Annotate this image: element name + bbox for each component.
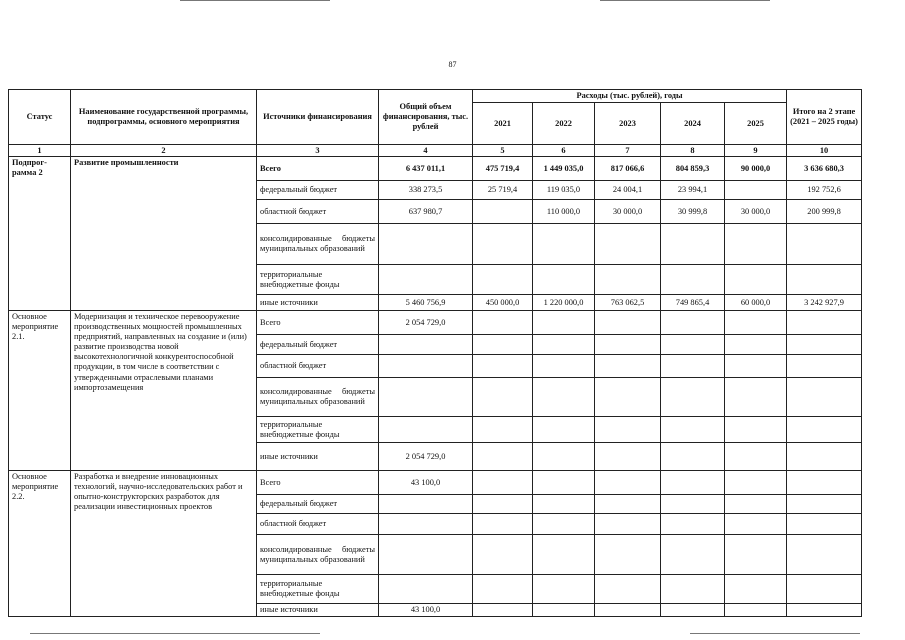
year-value-cell — [473, 535, 533, 575]
year-value-cell — [473, 604, 533, 617]
total-cell: 6 437 011,1 — [379, 157, 473, 181]
header-expenses: Расходы (тыс. рублей), годы — [473, 90, 787, 103]
year-value-cell — [473, 471, 533, 495]
stage-total-cell — [787, 311, 862, 335]
column-number: 10 — [787, 145, 862, 157]
source-cell: консолидированные бюджеты муниципальных образований — [257, 535, 379, 575]
year-value-cell — [595, 575, 661, 604]
year-value-cell — [725, 224, 787, 265]
stage-total-cell — [787, 575, 862, 604]
total-cell — [379, 495, 473, 514]
year-value-cell — [533, 265, 595, 295]
year-value-cell — [661, 443, 725, 471]
program-name-cell: Разработка и внедрение инновационных технологий, научно-исследовательских работ и опытно-конструкторских разработок для реализации инвестиционных проектов — [71, 471, 257, 617]
year-value-cell — [661, 355, 725, 378]
source-cell: областной бюджет — [257, 355, 379, 378]
total-cell — [379, 224, 473, 265]
year-value-cell — [473, 224, 533, 265]
year-value-cell — [595, 471, 661, 495]
financing-table — [8, 89, 862, 617]
year-value-cell — [725, 495, 787, 514]
stage-total-cell — [787, 535, 862, 575]
year-value-cell — [533, 495, 595, 514]
year-value-cell — [725, 181, 787, 200]
table-row — [9, 157, 862, 181]
total-cell: 338 273,5 — [379, 181, 473, 200]
source-cell: Всего — [257, 471, 379, 495]
source-cell: Всего — [257, 311, 379, 335]
total-cell — [379, 575, 473, 604]
year-value-cell — [473, 514, 533, 535]
column-number: 1 — [9, 145, 71, 157]
year-value-cell — [533, 311, 595, 335]
status-cell: Основное мероприятие 2.2. — [9, 471, 71, 617]
year-value-cell — [473, 575, 533, 604]
year-value-cell — [473, 495, 533, 514]
source-cell: иные источники — [257, 604, 379, 617]
year-value-cell — [725, 417, 787, 443]
year-value-cell — [661, 604, 725, 617]
year-value-cell — [473, 311, 533, 335]
scan-edge-bottom-left — [30, 633, 320, 634]
year-value-cell — [473, 335, 533, 355]
year-value-cell — [595, 495, 661, 514]
source-cell: федеральный бюджет — [257, 181, 379, 200]
total-cell: 637 980,7 — [379, 200, 473, 224]
year-value-cell — [661, 265, 725, 295]
stage-total-cell: 192 752,6 — [787, 181, 862, 200]
source-cell: федеральный бюджет — [257, 495, 379, 514]
year-value-cell — [595, 443, 661, 471]
year-value-cell — [661, 417, 725, 443]
source-cell: областной бюджет — [257, 514, 379, 535]
year-value-cell — [533, 224, 595, 265]
year-value-cell: 24 004,1 — [595, 181, 661, 200]
stage-total-cell: 200 999,8 — [787, 200, 862, 224]
year-value-cell — [661, 311, 725, 335]
total-cell — [379, 355, 473, 378]
total-cell — [379, 417, 473, 443]
stage-total-cell — [787, 265, 862, 295]
header-stage-total: Итого на 2 этапе (2021 – 2025 годы) — [787, 90, 862, 145]
source-cell: Всего — [257, 157, 379, 181]
year-value-cell — [661, 335, 725, 355]
source-cell: консолидированные бюджеты муниципальных образований — [257, 224, 379, 265]
year-value-cell — [661, 535, 725, 575]
year-value-cell — [661, 471, 725, 495]
source-cell: территориальные внебюджетные фонды — [257, 265, 379, 295]
year-value-cell: 1 220 000,0 — [533, 295, 595, 311]
column-number: 6 — [533, 145, 595, 157]
column-number: 2 — [71, 145, 257, 157]
stage-total-cell — [787, 335, 862, 355]
year-value-cell — [661, 224, 725, 265]
total-cell — [379, 514, 473, 535]
column-number: 8 — [661, 145, 725, 157]
header-year: 2024 — [661, 103, 725, 145]
source-cell: федеральный бюджет — [257, 335, 379, 355]
year-value-cell — [661, 575, 725, 604]
total-cell: 43 100,0 — [379, 471, 473, 495]
header-sources: Источники финансирования — [257, 90, 379, 145]
year-value-cell: 1 449 035,0 — [533, 157, 595, 181]
year-value-cell — [661, 378, 725, 417]
column-number: 4 — [379, 145, 473, 157]
year-value-cell — [595, 378, 661, 417]
header-year: 2025 — [725, 103, 787, 145]
year-value-cell — [661, 514, 725, 535]
program-name-cell: Модернизация и техническое перевооружение производственных мощностей промышленных предприятий, направленных на создание и (или) развитие производства новой высокотехнологичной конкурентоспособной продукции, в том числе в соответствии с утвержденными отраслевыми планами импортозамещения — [71, 311, 257, 471]
status-cell: Основное мероприятие 2.1. — [9, 311, 71, 471]
source-cell: иные источники — [257, 443, 379, 471]
year-value-cell — [595, 265, 661, 295]
status-cell: Подпрог- рамма 2 — [9, 157, 71, 311]
total-cell: 2 054 729,0 — [379, 311, 473, 335]
stage-total-cell: 3 636 680,3 — [787, 157, 862, 181]
year-value-cell: 25 719,4 — [473, 181, 533, 200]
total-cell: 5 460 756,9 — [379, 295, 473, 311]
year-value-cell — [533, 604, 595, 617]
year-value-cell — [533, 335, 595, 355]
year-value-cell — [595, 335, 661, 355]
source-cell: консолидированные бюджеты муниципальных образований — [257, 378, 379, 417]
stage-total-cell — [787, 355, 862, 378]
year-value-cell: 119 035,0 — [533, 181, 595, 200]
stage-total-cell — [787, 471, 862, 495]
year-value-cell — [725, 471, 787, 495]
year-value-cell — [595, 355, 661, 378]
column-number: 3 — [257, 145, 379, 157]
table-body — [9, 145, 862, 617]
year-value-cell: 804 859,3 — [661, 157, 725, 181]
year-value-cell: 110 000,0 — [533, 200, 595, 224]
year-value-cell: 763 062,5 — [595, 295, 661, 311]
year-value-cell — [473, 200, 533, 224]
page-number: 87 — [448, 60, 457, 69]
year-value-cell: 60 000,0 — [725, 295, 787, 311]
year-value-cell — [473, 355, 533, 378]
source-cell: иные источники — [257, 295, 379, 311]
total-cell — [379, 535, 473, 575]
total-cell — [379, 335, 473, 355]
year-value-cell — [595, 514, 661, 535]
year-value-cell — [725, 355, 787, 378]
header-year: 2021 — [473, 103, 533, 145]
year-value-cell: 749 865,4 — [661, 295, 725, 311]
stage-total-cell: 3 242 927,9 — [787, 295, 862, 311]
header-total: Общий объем финансирования, тыс. рублей — [379, 90, 473, 145]
year-value-cell — [473, 443, 533, 471]
header-name: Наименование государственной программы, подпрограммы, основного мероприятия — [71, 90, 257, 145]
year-value-cell: 450 000,0 — [473, 295, 533, 311]
scan-edge-top-right — [600, 0, 770, 1]
year-value-cell — [725, 443, 787, 471]
year-value-cell — [533, 355, 595, 378]
year-value-cell: 90 000,0 — [725, 157, 787, 181]
year-value-cell — [725, 514, 787, 535]
year-value-cell — [533, 378, 595, 417]
total-cell: 43 100,0 — [379, 604, 473, 617]
total-cell — [379, 378, 473, 417]
program-name-cell: Развитие промышленности — [71, 157, 257, 311]
year-value-cell — [533, 575, 595, 604]
column-number: 5 — [473, 145, 533, 157]
year-value-cell — [595, 311, 661, 335]
total-cell — [379, 265, 473, 295]
total-cell: 2 054 729,0 — [379, 443, 473, 471]
header-status: Статус — [9, 90, 71, 145]
year-value-cell — [725, 311, 787, 335]
year-value-cell: 30 000,0 — [725, 200, 787, 224]
stage-total-cell — [787, 417, 862, 443]
table-row — [9, 311, 862, 335]
source-cell: территориальные внебюджетные фонды — [257, 575, 379, 604]
year-value-cell — [533, 535, 595, 575]
year-value-cell — [533, 471, 595, 495]
year-value-cell — [595, 224, 661, 265]
year-value-cell — [725, 535, 787, 575]
year-value-cell: 30 999,8 — [661, 200, 725, 224]
stage-total-cell — [787, 495, 862, 514]
stage-total-cell — [787, 443, 862, 471]
year-value-cell: 817 066,6 — [595, 157, 661, 181]
year-value-cell — [533, 443, 595, 471]
stage-total-cell — [787, 224, 862, 265]
column-number-row — [9, 145, 862, 157]
year-value-cell — [661, 495, 725, 514]
year-value-cell — [725, 265, 787, 295]
year-value-cell — [473, 378, 533, 417]
year-value-cell — [595, 604, 661, 617]
year-value-cell: 30 000,0 — [595, 200, 661, 224]
stage-total-cell — [787, 514, 862, 535]
year-value-cell — [725, 604, 787, 617]
column-number: 7 — [595, 145, 661, 157]
year-value-cell — [725, 378, 787, 417]
source-cell: областной бюджет — [257, 200, 379, 224]
year-value-cell: 475 719,4 — [473, 157, 533, 181]
year-value-cell — [533, 514, 595, 535]
year-value-cell — [725, 575, 787, 604]
year-value-cell: 23 994,1 — [661, 181, 725, 200]
stage-total-cell — [787, 378, 862, 417]
year-value-cell — [725, 335, 787, 355]
header-year: 2023 — [595, 103, 661, 145]
year-value-cell — [473, 417, 533, 443]
stage-total-cell — [787, 604, 862, 617]
year-value-cell — [595, 535, 661, 575]
header-year: 2022 — [533, 103, 595, 145]
column-number: 9 — [725, 145, 787, 157]
table-row — [9, 471, 862, 495]
year-value-cell — [473, 265, 533, 295]
scan-edge-bottom-right — [690, 633, 860, 634]
year-value-cell — [533, 417, 595, 443]
scan-edge-top-left — [180, 0, 330, 1]
source-cell: территориальные внебюджетные фонды — [257, 417, 379, 443]
year-value-cell — [595, 417, 661, 443]
